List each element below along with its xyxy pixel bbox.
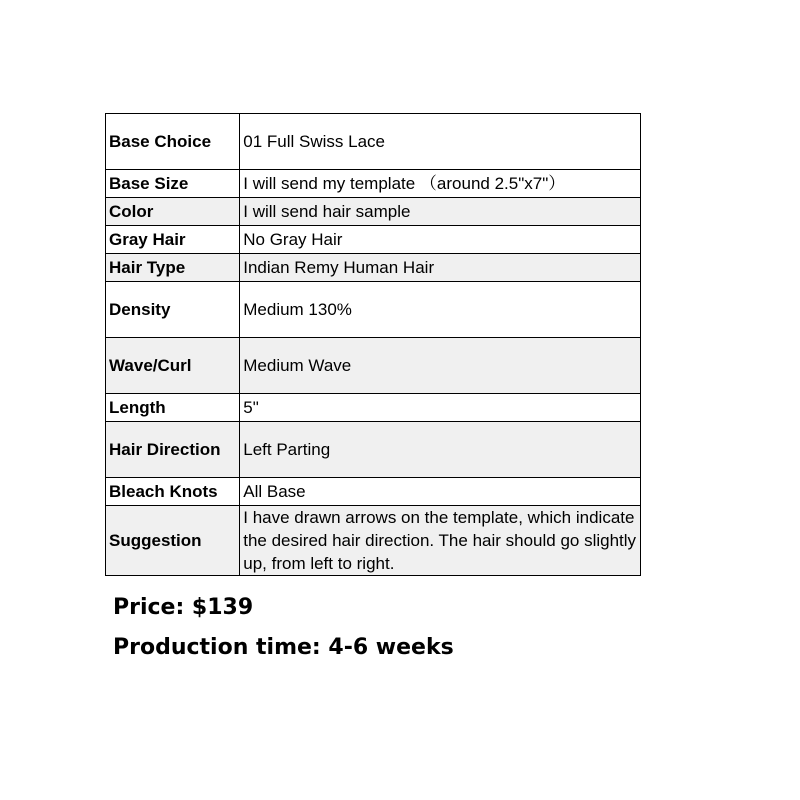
- spec-label: Length: [106, 394, 240, 422]
- table-row: [106, 198, 641, 226]
- price-text: Price: $139: [113, 595, 254, 620]
- spec-label: Wave/Curl: [106, 338, 240, 394]
- spec-value: I will send hair sample: [240, 198, 641, 226]
- table-row: [106, 170, 641, 198]
- table-row: [106, 338, 641, 394]
- spec-value: Medium 130%: [240, 282, 641, 338]
- spec-value: Left Parting: [240, 422, 641, 478]
- table-row: [106, 114, 641, 170]
- spec-label: Base Size: [106, 170, 240, 198]
- table-row: [106, 282, 641, 338]
- spec-label: Density: [106, 282, 240, 338]
- table-row: [106, 226, 641, 254]
- production-time-text: Production time: 4-6 weeks: [113, 635, 454, 660]
- table-row: [106, 478, 641, 506]
- spec-value: Medium Wave: [240, 338, 641, 394]
- spec-label: Color: [106, 198, 240, 226]
- table-row: [106, 254, 641, 282]
- spec-value: I have drawn arrows on the template, which indicate the desired hair direction. The hair should go slightly up, from left to right.: [240, 506, 641, 576]
- spec-label: Hair Type: [106, 254, 240, 282]
- spec-value: I will send my template （around 2.5"x7"）: [240, 170, 641, 198]
- spec-value: Indian Remy Human Hair: [240, 254, 641, 282]
- spec-label: Base Choice: [106, 114, 240, 170]
- spec-value: 5": [240, 394, 641, 422]
- spec-label: Gray Hair: [106, 226, 240, 254]
- spec-label: Hair Direction: [106, 422, 240, 478]
- table-row: [106, 394, 641, 422]
- spec-label: Suggestion: [106, 506, 240, 576]
- table-row: [106, 422, 641, 478]
- spec-label: Bleach Knots: [106, 478, 240, 506]
- table-row: [106, 506, 641, 576]
- spec-value: 01 Full Swiss Lace: [240, 114, 641, 170]
- order-spec-table: [105, 113, 641, 576]
- spec-value: No Gray Hair: [240, 226, 641, 254]
- spec-value: All Base: [240, 478, 641, 506]
